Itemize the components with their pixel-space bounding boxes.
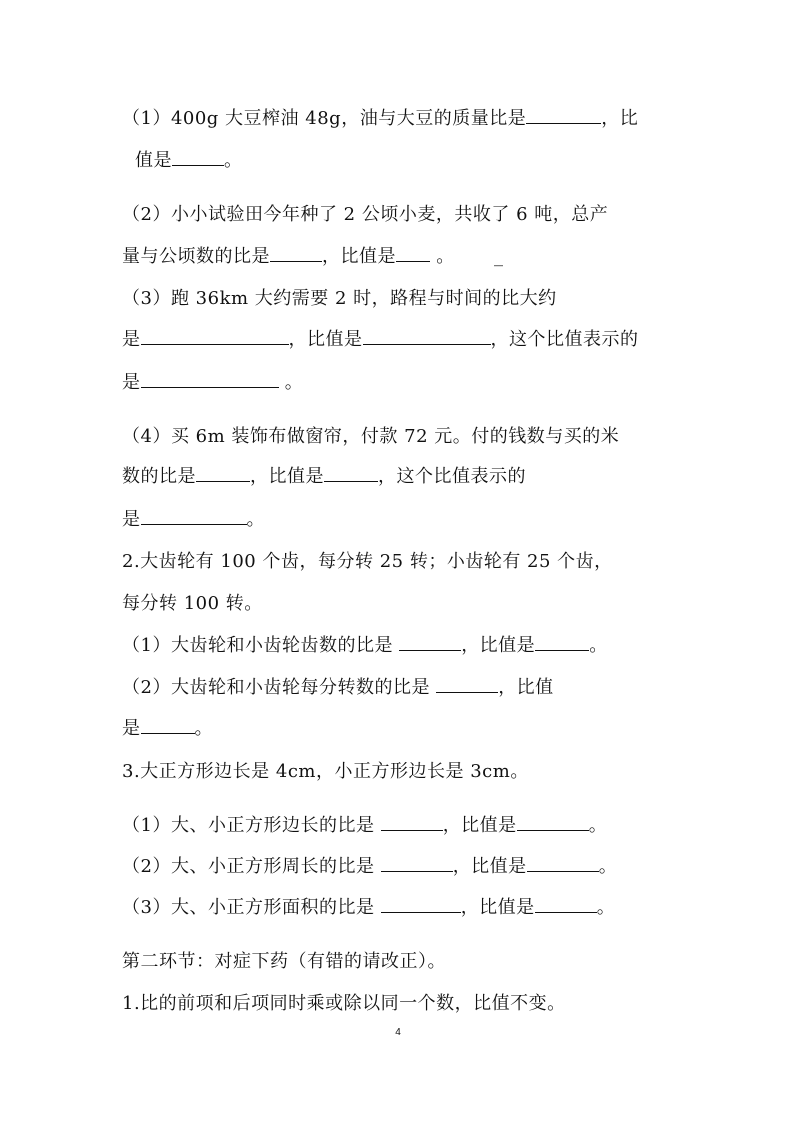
text: 。 (589, 635, 608, 656)
answer-blank[interactable] (324, 465, 378, 482)
text: 数的比是 (122, 466, 196, 487)
question-2-2-line-2 (122, 717, 213, 741)
text: ，比值是 (442, 815, 517, 836)
question-1-4-line-1 (122, 425, 619, 449)
answer-blank[interactable] (381, 855, 453, 872)
text: _ (494, 246, 504, 267)
answer-blank[interactable] (381, 814, 443, 831)
question-2-line-1 (122, 550, 613, 574)
text: ，比值 (498, 677, 554, 698)
question-1-3-line-2 (122, 328, 639, 352)
stray-underscore (494, 245, 504, 269)
text: 。 (194, 718, 213, 739)
text: ，比值是 (460, 897, 535, 918)
question-3-2 (122, 855, 617, 879)
text: 。 (246, 509, 265, 530)
text: 2.大齿轮有 100 个齿，每分转 25 转；小齿轮有 25 个齿， (122, 551, 613, 572)
text: （2）小小试验田今年种了 2 公顷小麦，共收了 6 吨，总产 (122, 204, 609, 225)
question-1-4-line-3 (122, 508, 265, 532)
text: 3.大正方形边长是 4cm，小正方形边长是 3cm。 (122, 761, 529, 782)
answer-blank[interactable] (535, 634, 589, 651)
question-2-1 (122, 634, 608, 658)
question-1-2-line-1 (122, 203, 608, 227)
question-1-2-line-2 (122, 245, 455, 269)
text: （1）大齿轮和小齿轮齿数的比是 (122, 635, 400, 656)
text: （3）跑 36km 大约需要 2 时，路程与时间的比大约 (122, 288, 557, 309)
text: 。 (598, 856, 618, 877)
answer-blank[interactable] (141, 371, 279, 388)
answer-blank[interactable] (141, 508, 247, 525)
text: 值是 (135, 150, 172, 171)
text: 是 (122, 372, 141, 393)
answer-blank[interactable] (141, 328, 289, 345)
text: 是 (122, 509, 141, 530)
text: ，这个比值表示的 (378, 466, 526, 487)
answer-blank[interactable] (535, 896, 597, 913)
answer-blank[interactable] (527, 855, 599, 872)
text: 。 (596, 897, 616, 918)
section-2-item-1 (122, 992, 566, 1016)
text: ，比值是 (452, 856, 527, 877)
question-1-3-line-1 (122, 287, 557, 311)
answer-blank[interactable] (526, 107, 601, 124)
answer-blank[interactable] (517, 814, 589, 831)
text: 。 (278, 372, 304, 393)
text: 是 (122, 329, 141, 350)
question-1-4-line-2 (122, 465, 526, 489)
text: 。 (588, 815, 608, 836)
text: （1）400g 大豆榨油 48g，油与大豆的质量比是 (122, 108, 527, 129)
answer-blank[interactable] (141, 717, 195, 734)
text: ，比值是 (250, 466, 324, 487)
text: 1.比的前项和后项同时乘或除以同一个数，比值不变。 (122, 993, 566, 1014)
question-1-1-line-2 (135, 149, 243, 173)
question-2-2-line-1 (122, 676, 554, 700)
text: （2）大齿轮和小齿轮每分转数的比是 (122, 677, 437, 698)
text: （3）大、小正方形面积的比是 (122, 897, 381, 918)
text: 第二环节：对症下药（有错的请改正）。 (122, 951, 446, 972)
text: （4）买 6m 装饰布做窗帘，付款 72 元。付的钱数与买的米 (122, 426, 620, 447)
answer-blank[interactable] (270, 245, 322, 262)
text: 是 (122, 718, 141, 739)
answer-blank[interactable] (363, 328, 491, 345)
text: （1）大、小正方形边长的比是 (122, 815, 381, 836)
text: ，比值是 (461, 635, 536, 656)
question-3 (122, 760, 529, 784)
text: ，这个比值表示的 (490, 329, 639, 350)
question-1-3-line-3 (122, 371, 303, 395)
answer-blank[interactable] (381, 896, 461, 913)
question-3-3 (122, 896, 615, 920)
text: 。 (224, 150, 243, 171)
text: 每分转 100 转。 (122, 593, 263, 614)
text: 量与公顷数的比是 (122, 246, 270, 267)
answer-blank[interactable] (196, 465, 250, 482)
answer-blank[interactable] (436, 676, 498, 693)
section-2-heading (122, 950, 446, 974)
text: ，比值是 (288, 329, 363, 350)
text: （2）大、小正方形周长的比是 (122, 856, 381, 877)
text: ，比 (601, 108, 639, 129)
answer-blank[interactable] (172, 149, 224, 166)
question-1-1-line-1 (122, 107, 638, 131)
text: ，比值是 (322, 246, 396, 267)
question-3-1 (122, 814, 607, 838)
question-2-line-2 (122, 592, 263, 616)
text: 。 (430, 246, 455, 267)
page-number: 4 (395, 1027, 401, 1038)
answer-blank[interactable] (396, 245, 430, 262)
answer-blank[interactable] (399, 634, 461, 651)
